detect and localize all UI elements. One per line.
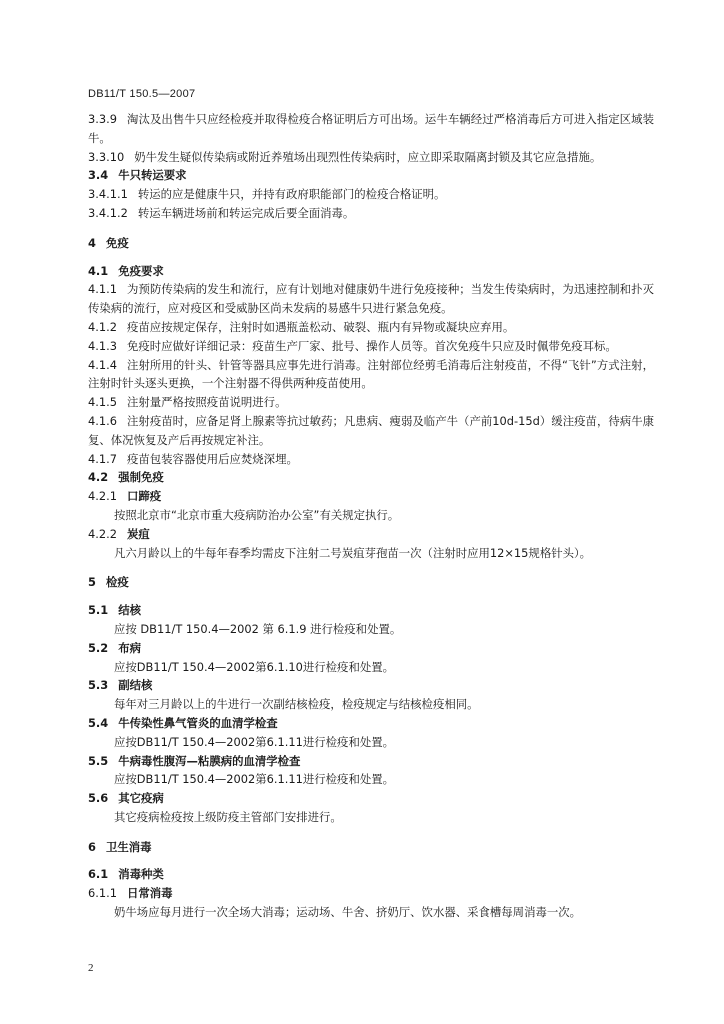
subsection-heading: [88, 714, 654, 733]
clause-item: [88, 280, 654, 318]
subsection-heading: [88, 639, 654, 658]
paragraph-text: 奶牛场应每月进行一次全场大消毒；运动场、牛舍、挤奶厅、饮水器、采食槽每周消毒一次。: [114, 905, 582, 920]
clause-text: 注射量严格按照疫苗说明进行。: [126, 395, 287, 410]
clause-item: [88, 148, 654, 167]
paragraph-text: 其它疫病检疫按上级防疫主管部门安排进行。: [114, 809, 342, 824]
section-heading: [88, 838, 654, 857]
clause-number: 5.4: [88, 715, 109, 730]
clause-text: 副结核: [118, 678, 153, 693]
clause-number: 4.1.4: [88, 357, 117, 372]
section-heading: [88, 573, 654, 592]
clause-number: 5.5: [88, 753, 109, 768]
subsection-heading: [88, 752, 654, 771]
paragraph-text: 按照北京市“北京市重大疫病防治办公室”有关规定执行。: [114, 507, 400, 522]
paragraph-text: 应按DB11/T 150.4—2002第6.1.10进行检疫和处置。: [114, 659, 395, 674]
clause-item: [88, 185, 654, 204]
clause-number: 4.2.1: [88, 489, 117, 504]
clause-number: 5.2: [88, 640, 109, 655]
clause-number: 4.1.5: [88, 395, 117, 410]
document-code: DB11/T 150.5—2007: [88, 88, 196, 100]
clause-text: 强制免疫: [118, 470, 164, 485]
clause-item: [88, 450, 654, 469]
subsection-heading: [88, 676, 654, 695]
clause-number: 6.1.1: [88, 886, 117, 901]
clause-number: 4.2.2: [88, 526, 117, 541]
subsection-heading: [88, 789, 654, 808]
clause-number: 4.1: [88, 263, 109, 278]
clause-number: 4.2: [88, 470, 109, 485]
clause-text: 牛病毒性腹泻—粘膜病的血清学检查: [118, 753, 301, 768]
clause-number: 5.3: [88, 678, 109, 693]
clause-text: 牛只转运要求: [118, 168, 187, 183]
subsection-heading: [88, 601, 654, 620]
paragraph-text: 应按 DB11/T 150.4—2002 第 6.1.9 进行检疫和处置。: [114, 621, 402, 636]
clause-text: 免疫: [105, 235, 129, 250]
clause-number: 6: [88, 839, 96, 854]
clause-text: 淘汰及出售牛只应经检疫并取得检疫合格证明后方可出场。运牛车辆经过严格消毒后方可进入指定区域装牛。: [88, 112, 654, 145]
clause-number: 3.3.10: [88, 149, 125, 164]
clause-item: [88, 204, 654, 223]
clause-text: 疫苗包装容器使用后应焚烧深埋。: [126, 451, 298, 466]
clause-number: 4: [88, 235, 96, 250]
clause-number: 5: [88, 575, 96, 590]
clause-item: [88, 412, 654, 450]
clause-number: 4.1.6: [88, 413, 117, 428]
clause-number: 3.4: [88, 168, 109, 183]
clause-number: 5.1: [88, 603, 109, 618]
clause-item: [88, 393, 654, 412]
clause-text: 免疫要求: [118, 263, 164, 278]
clause-text: 牛传染性鼻气管炎的血清学检查: [118, 715, 278, 730]
clause-text: 注射所用的针头、针管等器具应事先进行消毒。注射部位经剪毛消毒后注射疫苗，不得“飞针”方式注射，注射时针头逐头更换，一个注射器不得供两种疫苗使用。: [88, 357, 654, 391]
clause-number: 4.1.1: [88, 282, 117, 297]
clause-text: 转运的应是健康牛只，并持有政府职能部门的检疫合格证明。: [137, 187, 446, 202]
paragraph-text: 每年对三月龄以上的牛进行一次副结核检疫，检疫规定与结核检疫相同。: [114, 697, 479, 712]
clause-text: 口蹄疫: [126, 489, 162, 504]
paragraph-text: 凡六月龄以上的牛每年春季均需皮下注射二号炭疽芽孢苗一次（注射时应用12×15规格针头）。: [114, 545, 592, 560]
clause-text: 消毒种类: [118, 867, 164, 882]
subsection-heading: [88, 884, 654, 903]
subsection-heading: [88, 487, 654, 506]
clause-item: [88, 318, 654, 337]
clause-item: [88, 337, 654, 356]
clause-number: 4.1.3: [88, 338, 117, 353]
page-number: 2: [88, 962, 94, 974]
clause-text: 卫生消毒: [105, 839, 152, 854]
section-heading: [88, 234, 654, 253]
clause-number: 3.4.1.2: [88, 205, 128, 220]
clause-number: 3.3.9: [88, 112, 117, 126]
clause-text: 炭疽: [126, 526, 150, 541]
clause-text: 为预防传染病的发生和流行，应有计划地对健康奶牛进行免疫接种；当发生传染病时，为迅速控制和扑灭传染病的流行，应对疫区和受威胁区尚未发病的易感牛只进行紧急免疫。: [88, 282, 654, 316]
document-body: [88, 110, 654, 922]
clause-text: 结核: [118, 603, 141, 618]
clause-text: 注射疫苗时，应备足肾上腺素等抗过敏药；凡患病、瘦弱及临产牛（产前10d-15d）缓注疫苗，待病牛康复、体况恢复及产后再按规定补注。: [88, 413, 654, 447]
clause-number: 6.1: [88, 867, 109, 882]
subsection-heading: [88, 166, 654, 185]
clause-text: 转运车辆进场前和转运完成后要全面消毒。: [137, 205, 355, 220]
subsection-heading: [88, 525, 654, 544]
clause-number: 4.1.2: [88, 319, 117, 334]
clause-number: 4.1.7: [88, 451, 117, 466]
paragraph-text: 应按DB11/T 150.4—2002第6.1.11进行检疫和处置。: [114, 734, 395, 749]
subsection-heading: [88, 865, 654, 884]
clause-number: 5.6: [88, 791, 109, 806]
clause-text: 布病: [118, 640, 141, 655]
clause-text: 免疫时应做好详细记录：疫苗生产厂家、批号、操作人员等。首次免疫牛只应及时佩带免疫耳标。: [126, 338, 617, 353]
clause-item: [88, 110, 654, 148]
clause-item: [88, 356, 654, 394]
subsection-heading: [88, 262, 654, 281]
clause-text: 疫苗应按规定保存，注射时如遇瓶盖松动、破裂、瓶内有异物或凝块应弃用。: [126, 319, 515, 334]
subsection-heading: [88, 468, 654, 487]
clause-text: 日常消毒: [126, 886, 173, 901]
paragraph-text: 应按DB11/T 150.4—2002第6.1.11进行检疫和处置。: [114, 772, 395, 787]
clause-number: 3.4.1.1: [88, 187, 128, 202]
clause-text: 奶牛发生疑似传染病或附近养殖场出现烈性传染病时，应立即采取隔离封锁及其它应急措施。: [134, 149, 602, 164]
clause-text: 其它疫病: [118, 791, 164, 806]
clause-text: 检疫: [105, 575, 129, 590]
